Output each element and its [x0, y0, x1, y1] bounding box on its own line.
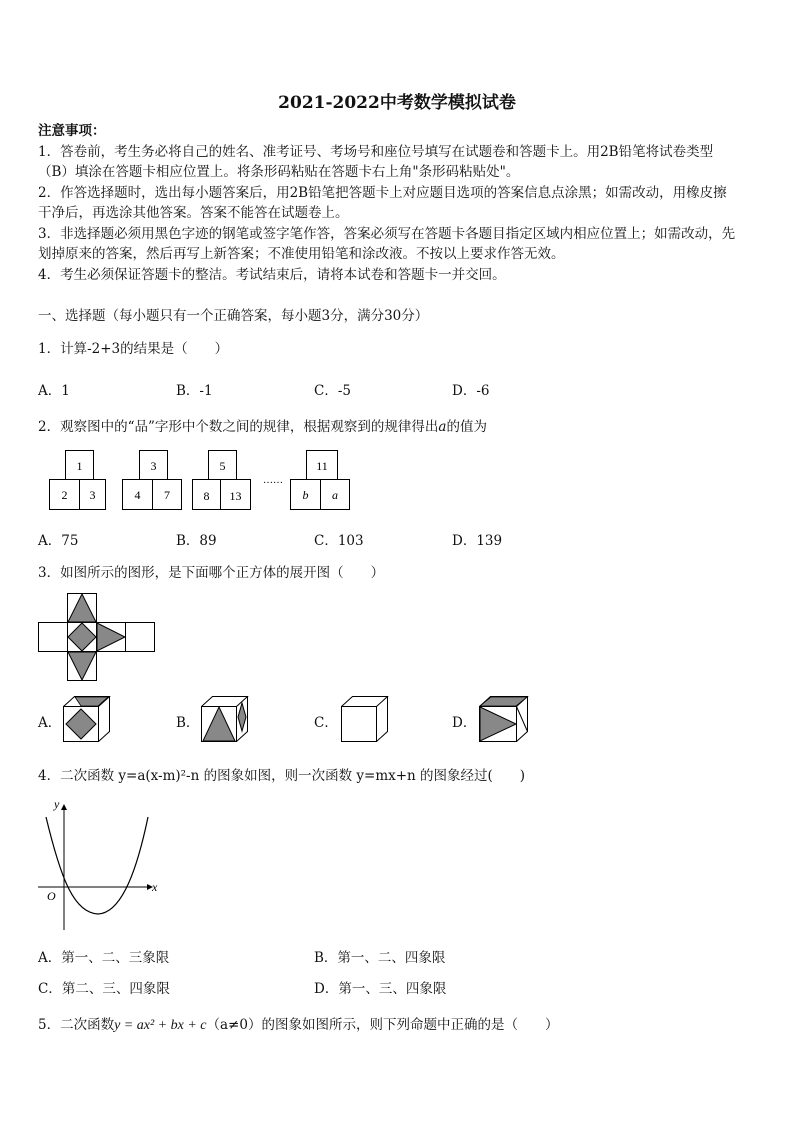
q2-option-d[interactable]: D．139 — [452, 533, 503, 549]
notice-line-2: （B）填涂在答题卡相应位置上。将条形码粘贴在答题卡右上角"条形码粘贴处"。 — [38, 164, 520, 180]
pin-2-left: 4 — [134, 488, 141, 502]
pin-figure-3 — [193, 451, 251, 510]
notice-line-7: 4．考生必须保证答题卡的整洁。考试结束后，请将本试卷和答题卡一并交回。 — [38, 267, 506, 283]
pin-4-left: b — [302, 488, 309, 502]
parabola-curve — [46, 817, 148, 914]
pin-1-left: 2 — [61, 488, 68, 502]
q2-option-a[interactable]: A．75 — [38, 533, 79, 549]
q3-cube-a[interactable] — [62, 695, 112, 745]
pin-3-right: 13 — [229, 489, 242, 503]
x-axis-label: x — [152, 880, 158, 894]
notice-line-1: 1．答卷前，考生务必将自己的姓名、准考证号、考场号和座位号填写在试题卷和答题卡上。用2B铅笔将试卷类型 — [38, 144, 714, 160]
q3-option-d[interactable]: D． — [452, 715, 477, 731]
q1-option-c[interactable]: C．-5 — [314, 383, 351, 399]
pin-2-right: 7 — [164, 488, 170, 502]
pin-figure-4 — [291, 451, 350, 510]
question-3: 3．如图所示的图形，是下面哪个正方体的展开图（ ） — [38, 565, 385, 581]
question-5 — [38, 1013, 558, 1034]
q2-variable: a — [438, 419, 447, 435]
q4-option-b[interactable]: B．第一、二、四象限 — [314, 950, 446, 966]
cube-net-figure — [38, 592, 158, 682]
pin-4-top: 11 — [316, 459, 328, 473]
q2-pin-figures — [40, 446, 370, 516]
q2-option-c[interactable]: C．103 — [314, 533, 364, 549]
pin-3-top: 5 — [219, 459, 226, 473]
q1-option-d[interactable]: D．-6 — [452, 383, 490, 399]
pin-dots: …… — [263, 475, 283, 486]
q5-formula: y = ax² + bx + c — [114, 1018, 207, 1033]
q3-option-a[interactable]: A． — [38, 715, 62, 731]
pin-1-top: 1 — [76, 459, 83, 473]
q1-option-a[interactable]: A．1 — [38, 383, 70, 399]
question-1: 1．计算-2+3的结果是（ ） — [38, 341, 229, 357]
q1-option-b[interactable]: B．-1 — [176, 383, 213, 399]
pin-3-left: 8 — [203, 489, 210, 503]
pin-1-right: 3 — [89, 488, 96, 502]
pin-2-top: 3 — [150, 459, 157, 473]
q3-cube-b[interactable] — [200, 695, 250, 745]
pin-4-right: a — [332, 488, 338, 502]
question-4: 4．二次函数 y=a(x-m)²-n 的图象如图，则一次函数 y=mx+n 的图象经过( ) — [38, 768, 526, 784]
question-2 — [38, 415, 487, 435]
q5-suffix: 的图象如图所示，则下列命题中正确的是（ ） — [261, 1017, 559, 1033]
q2-text-before: 2．观察图中的“品”字形中个数之间的规律，根据观察到的规律得出 — [38, 419, 439, 435]
q4-option-d[interactable]: D．第一、三、四象限 — [314, 981, 447, 997]
origin-label: O — [47, 889, 56, 903]
q3-cube-c[interactable] — [340, 695, 390, 745]
y-axis-label: y — [54, 797, 60, 811]
q3-option-c[interactable]: C． — [314, 715, 338, 731]
notice-line-4: 干净后，再选涂其他答案。答案不能答在试题卷上。 — [38, 205, 349, 221]
q3-cube-d[interactable] — [478, 695, 532, 745]
q5-prefix: 5．二次函数 — [38, 1017, 115, 1033]
notice-line-5: 3．非选择题必须用黑色字迹的钢笔或签字笔作答，答案必须写在答题卡各题目指定区域内相应位置上；如需改动，先 — [38, 226, 736, 242]
q4-option-c[interactable]: C．第二、三、四象限 — [38, 981, 170, 997]
notice-line-3: 2．作答选择题时，选出每小题答案后，用2B铅笔把答题卡上对应题目选项的答案信息点涂黑；如需改动，用橡皮擦 — [38, 185, 727, 201]
q3-option-b[interactable]: B． — [176, 715, 200, 731]
notice-line-6: 划掉原来的答案，然后再写上新答案；不准使用铅笔和涂改液。不按以上要求作答无效。 — [38, 246, 565, 262]
pin-figure-2 — [123, 451, 182, 510]
q2-text-after: 的值为 — [446, 419, 487, 435]
notice-heading: 注意事项： — [38, 123, 106, 139]
parabola-graph — [38, 795, 168, 935]
section-heading: 一、选择题（每小题只有一个正确答案，每小题3分，满分30分） — [38, 308, 429, 324]
pin-figure-1 — [50, 451, 106, 510]
q2-option-b[interactable]: B．89 — [176, 533, 217, 549]
page-title: 2021-2022中考数学模拟试卷 — [278, 93, 516, 113]
q5-condition: （a≠0） — [206, 1017, 262, 1033]
q4-option-a[interactable]: A．第一、二、三象限 — [38, 950, 170, 966]
